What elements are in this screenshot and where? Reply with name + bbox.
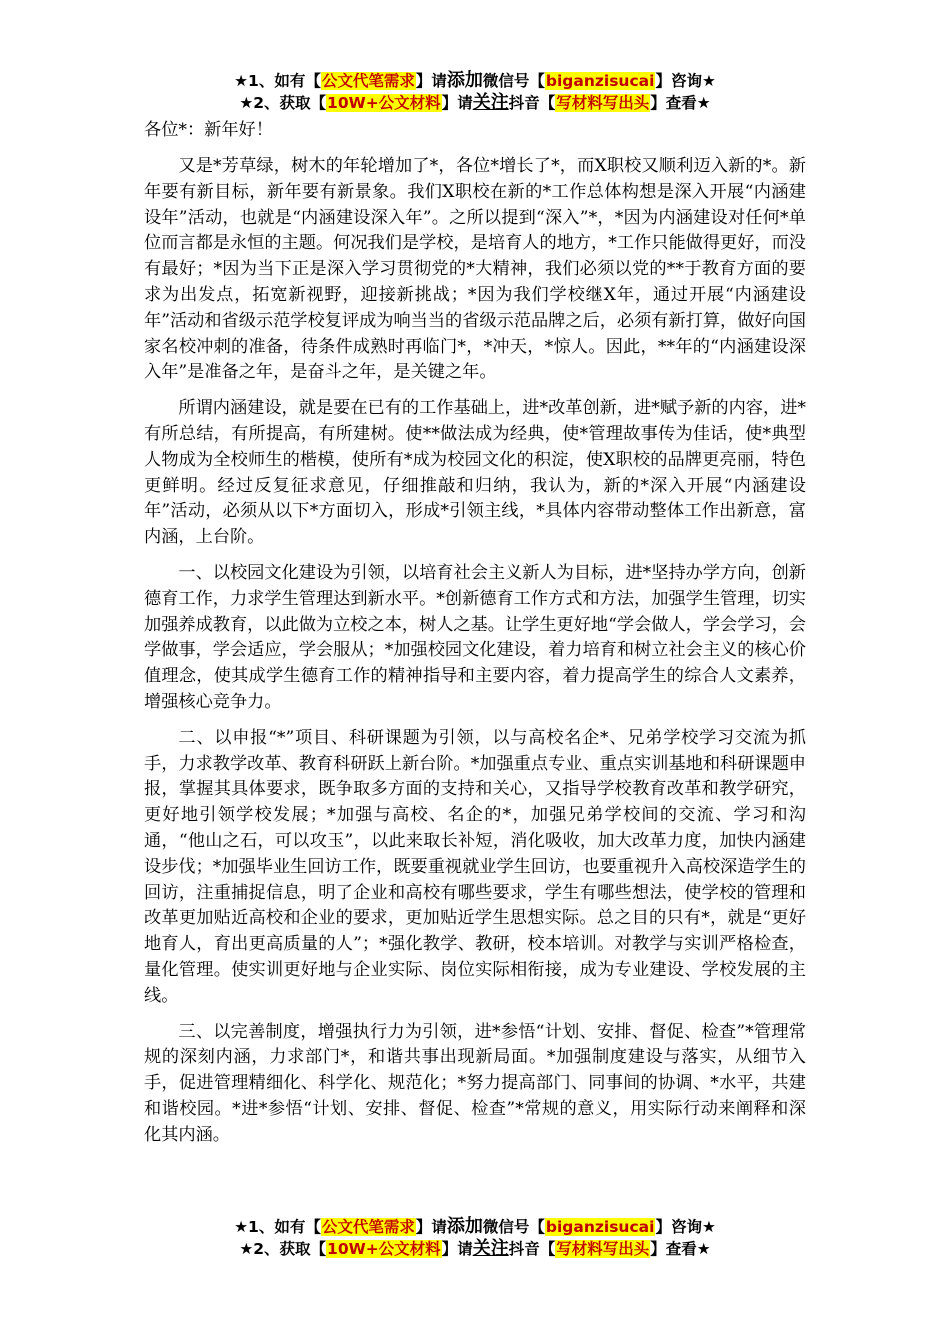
promo-douyin-name: 写材料写出头	[556, 1240, 650, 1258]
header-promo	[0, 70, 950, 114]
paragraph: 一、以校园文化建设为引领，以培育社会主义新人为目标，进*坚持办学方向，创新德育工作，力求学生管理达到新水平。*创新德育工作方式和方法，加强学生管理，切实加强养成教育，以此做为立校之本，树人之基。让学生更好地“学会做人，学会学习，会学做事，学会适应，学会服从；*加强校园文化建设，着力培育和树立社会主义的核心价值理念，使其成学生德育工作的精神指导和主要内容，着力提高学生的综合人文素养，增强核心竞争力。	[144, 562, 806, 712]
promo-text: 】请	[441, 94, 473, 112]
promo-highlight: 10W+公文材料	[327, 94, 441, 112]
paragraph: 三、以完善制度，增强执行力为引领，进*参悟“计划、安排、督促、检查”*管理常规的深刻内涵，力求部门*，和谐共事出现新局面。*加强制度建设与落实，从细节入手，促进管理精细化、科学化、规范化；*努力提高部门、同事间的协调、*水平，共建和谐校园。*进*参悟“计划、安排、督促、检查”*常规的意义，用实际行动来阐释和深化其内涵。	[144, 1021, 806, 1145]
promo-text: ★1、如有【	[234, 72, 321, 90]
promo-text: 抖音【	[508, 1240, 556, 1258]
promo-line-2	[0, 92, 950, 114]
promo-text: ★1、如有【	[234, 1218, 321, 1236]
promo-text: ★2、获取【	[239, 1240, 327, 1258]
promo-text: 微信号【	[482, 1218, 545, 1236]
promo-highlight: 公文代笔需求	[321, 72, 415, 90]
promo-text: 】咨询★	[655, 72, 716, 90]
promo-text: 】请	[415, 72, 447, 90]
promo-text: 】查看★	[650, 1240, 711, 1258]
promo-emphasis: 关注	[472, 92, 509, 113]
promo-highlight: 10W+公文材料	[327, 1240, 441, 1258]
promo-line-1	[0, 1216, 950, 1238]
promo-douyin-name: 写材料写出头	[556, 94, 650, 112]
promo-text: 微信号【	[482, 72, 545, 90]
promo-emphasis: 添加	[446, 1216, 483, 1237]
promo-text: 】咨询★	[655, 1218, 716, 1236]
promo-wechat-id: biganzisucai	[545, 1218, 655, 1236]
document-body	[144, 118, 806, 1158]
paragraph: 二、以申报“*”项目、科研课题为引领，以与高校名企*、兄弟学校学习交流为抓手，力求教学改革、教育科研跃上新台阶。*加强重点专业、重点实训基地和科研课题申报，掌握其具体要求，既争取多方面的支持和关心，又指导学校教育改革和教学研究，更好地引领学校发展；*加强与高校、名企的*，加强兄弟学校间的交流、学习和沟通，“他山之石，可以攻玉”，以此来取长补短，消化吸收，加大改革力度，加快内涵建设步伐；*加强毕业生回访工作，既要重视就业学生回访，也要重视升入高校深造学生的回访，注重捕捉信息，明了企业和高校有哪些要求，学生有哪些想法，使学校的管理和改革更加贴近高校和企业的要求，更加贴近学生思想实际。总之目的只有*，就是“更好地育人，育出更高质量的人”；*强化教学、教研，校本培训。对教学与实训严格检查，量化管理。使实训更好地与企业实际、岗位实际相衔接，成为专业建设、学校发展的主线。	[144, 727, 806, 1006]
paragraph: 所谓内涵建设，就是要在已有的工作基础上，进*改革创新，进*赋予新的内容，进*有所总结，有所提高，有所建树。使**做法成为经典，使*管理故事传为佳话，使*典型人物成为全校师生的楷模，使所有*成为校园文化的积淀，使X职校的品牌更亮丽，特色更鲜明。经过反复征求意见，仔细推敲和归纳，我认为，新的*深入开展“内涵建设年”活动，必须从以下*方面切入，形成*引领主线，*具体内容带动整体工作出新意，富内涵，上台阶。	[144, 398, 806, 548]
greeting: 各位*：新年好！	[144, 120, 273, 140]
promo-text: 】查看★	[650, 94, 711, 112]
paragraph: 又是*芳草绿，树木的年轮增加了*，各位*增长了*，而X职校又顺利迈入新的*。新年要有新目标，新年要有新景象。我们X职校在新的*工作总体构想是深入开展“内涵建设年”活动，也就是“内涵建设深入年”。之所以提到“深入”*，*因为内涵建设对任何*单位而言都是永恒的主题。何况我们是学校，是培育人的地方，*工作只能做得更好，而没有最好；*因为当下正是深入学习贯彻党的*大精神，我们必须以党的**于教育方面的要求为出发点，拓宽新视野，迎接新挑战；*因为我们学校继X年，通过开展“内涵建设年”活动和省级示范学校复评成为响当当的省级示范品牌之后，必须有新打算，做好向国家名校冲刺的准备，待条件成熟时再临门*，*冲天，*惊人。因此，**年的“内涵建设深入年”是准备之年，是奋斗之年，是关键之年。	[144, 156, 806, 383]
promo-text: 】请	[415, 1218, 447, 1236]
promo-highlight: 公文代笔需求	[321, 1218, 415, 1236]
promo-line-1	[0, 70, 950, 92]
promo-emphasis: 关注	[472, 1238, 509, 1259]
promo-line-2	[0, 1238, 950, 1260]
promo-wechat-id: biganzisucai	[545, 72, 655, 90]
footer-promo	[0, 1216, 950, 1260]
promo-text: 】请	[441, 1240, 473, 1258]
promo-text: ★2、获取【	[239, 94, 327, 112]
promo-text: 抖音【	[508, 94, 556, 112]
promo-emphasis: 添加	[446, 70, 483, 91]
